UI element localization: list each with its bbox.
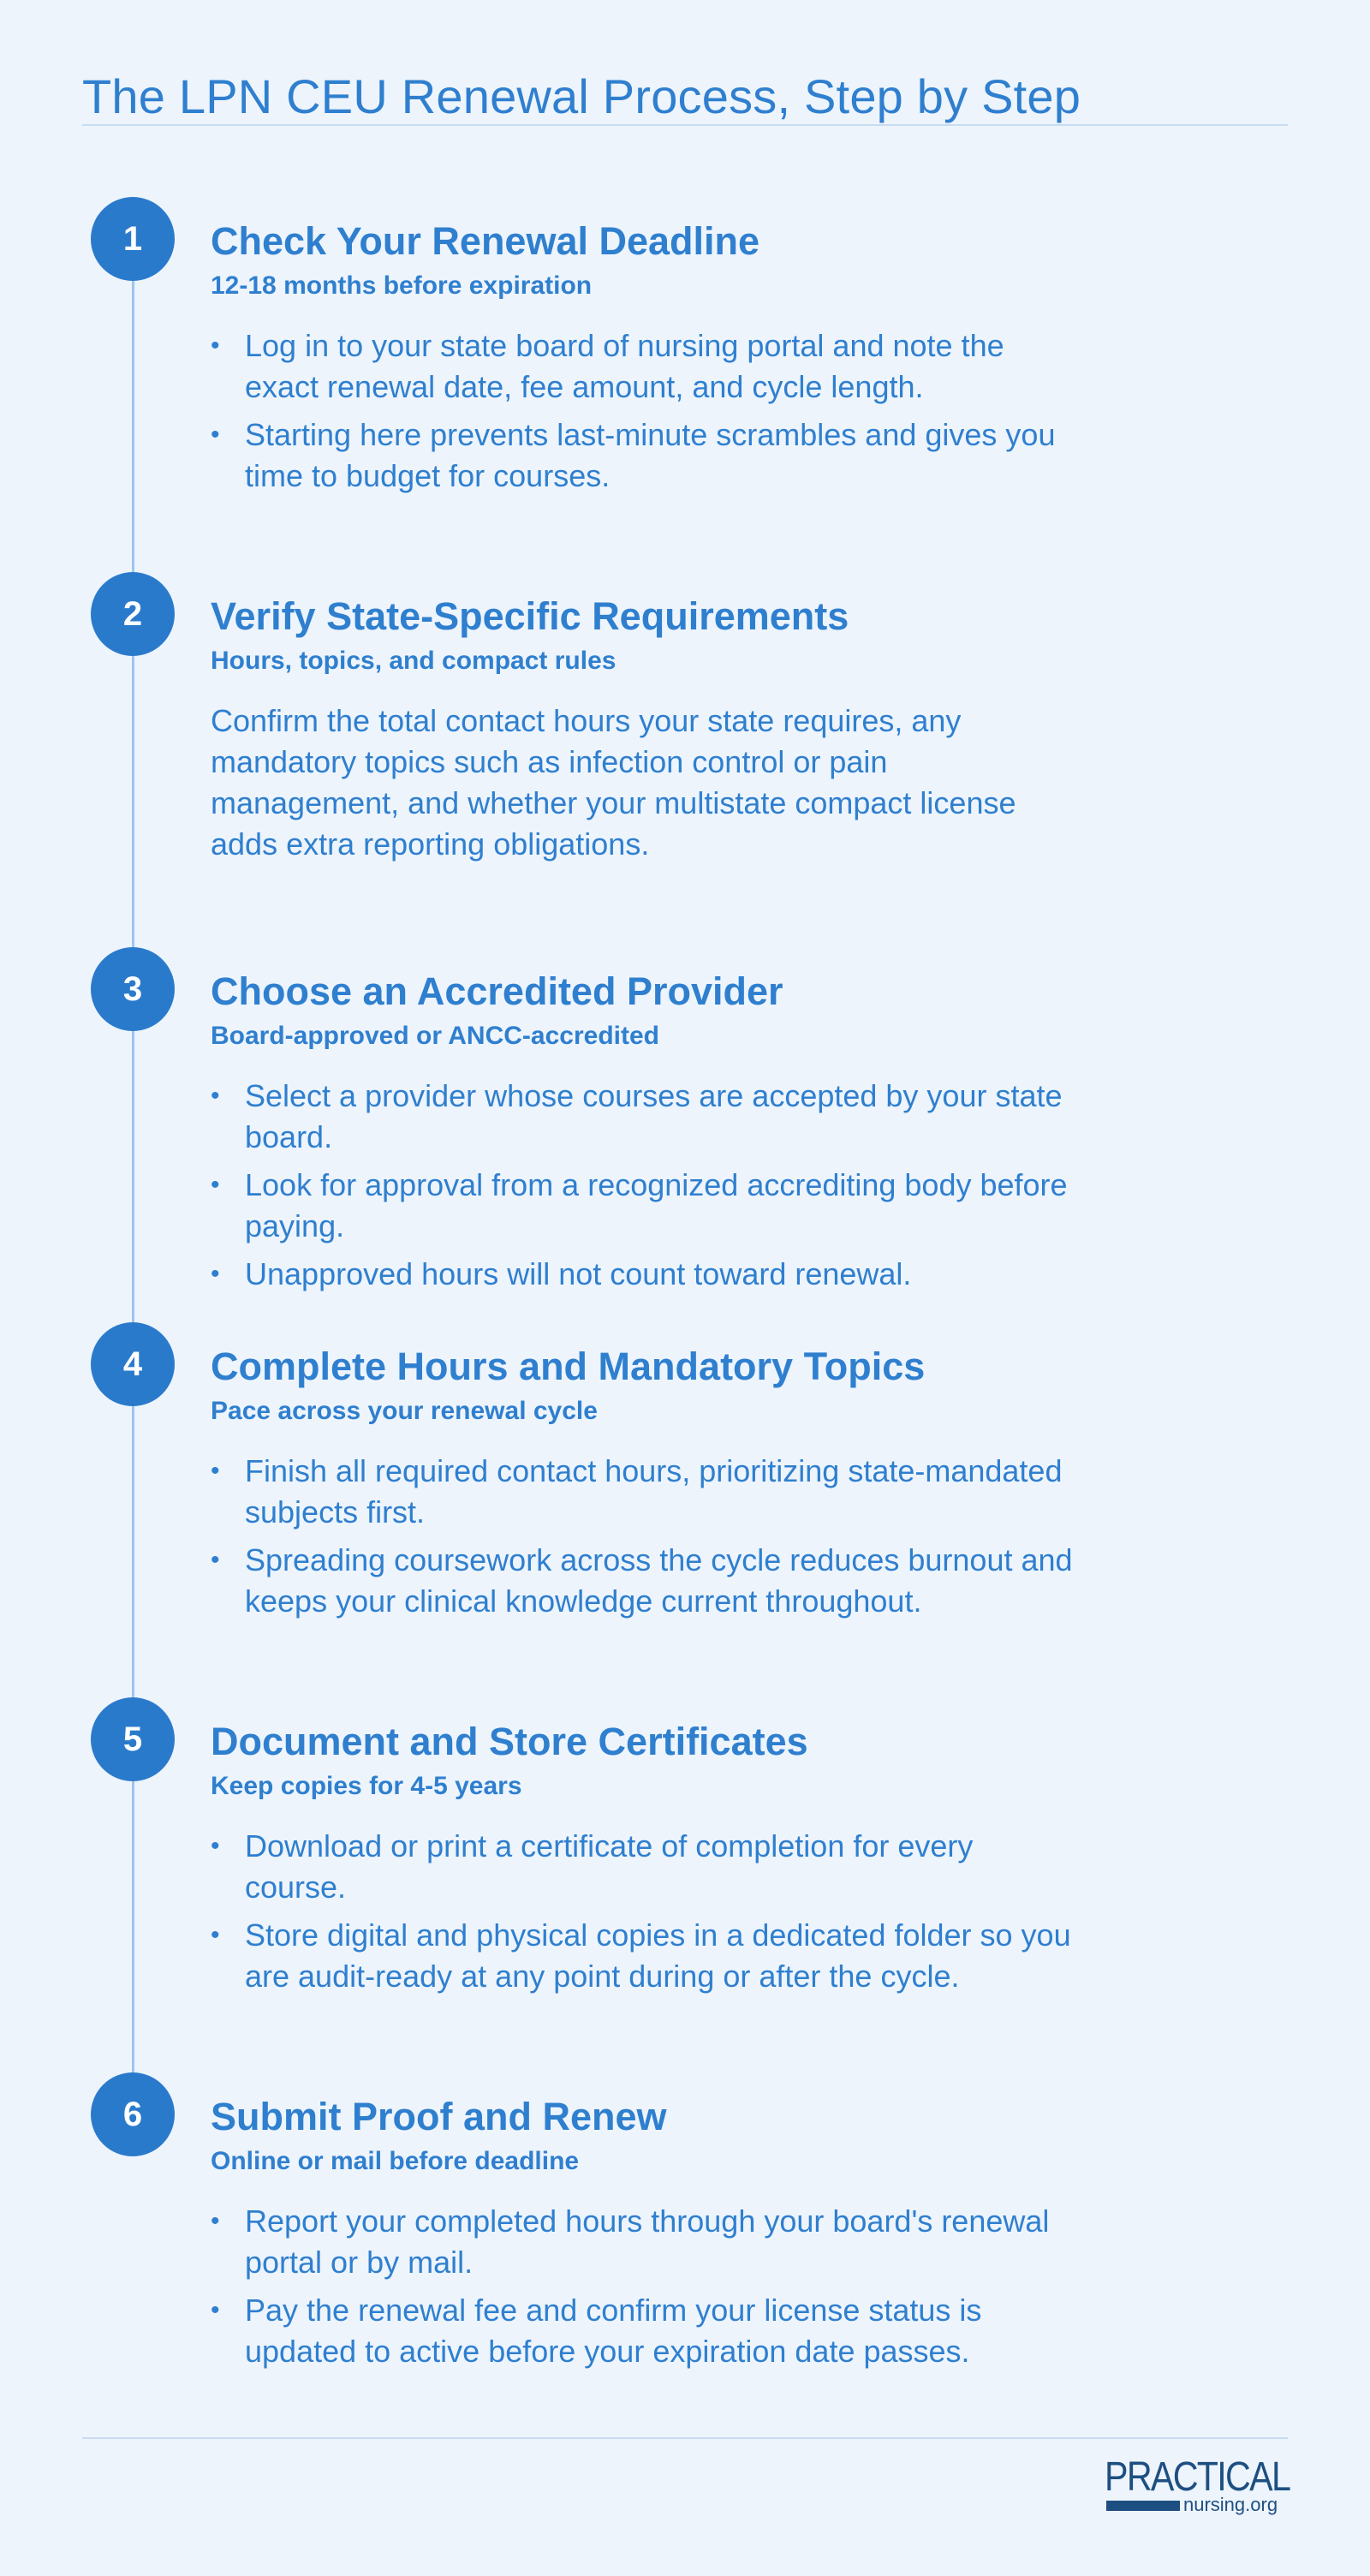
bullet-icon: •	[211, 1921, 220, 1949]
list-item	[211, 1254, 1075, 1295]
step-title: Submit Proof and Renew	[211, 2095, 667, 2138]
bullet-text: Store digital and physical copies in a dedicated folder so you are audit-ready at any point during or after the cycle.	[245, 1917, 1071, 1994]
bullet-icon: •	[211, 1832, 220, 1860]
bullet-icon: •	[211, 331, 220, 360]
bullet-text: Spreading coursework across the cycle reduces burnout and keeps your clinical knowledge current throughout.	[245, 1542, 1073, 1619]
list-item	[211, 1540, 1075, 1622]
step-bullet-list	[211, 325, 1075, 497]
step-title: Choose an Accredited Provider	[211, 969, 783, 1013]
bullet-icon: •	[211, 1171, 220, 1199]
list-item	[211, 2290, 1075, 2372]
bullet-text: Download or print a certificate of completion for every course.	[245, 1828, 974, 1905]
bullet-text: Look for approval from a recognized accrediting body before paying.	[245, 1167, 1068, 1243]
list-item	[211, 1826, 1075, 1908]
page-title: The LPN CEU Renewal Process, Step by Step	[82, 69, 1081, 123]
list-item	[211, 1165, 1075, 1247]
step-number-badge: 2	[91, 572, 175, 656]
step-title: Document and Store Certificates	[211, 1720, 808, 1763]
step-number-badge: 1	[91, 197, 175, 281]
step-content	[211, 219, 1075, 504]
step-subtitle: Keep copies for 4-5 years	[211, 1772, 522, 1800]
list-item	[211, 1451, 1075, 1533]
bullet-text: Report your completed hours through your board's renewal portal or by mail.	[245, 2203, 1050, 2280]
practical-nursing-logo	[1105, 2456, 1290, 2519]
step-bullet-list	[211, 2201, 1075, 2372]
bullet-text: Unapproved hours will not count toward renewal.	[245, 1256, 912, 1291]
step-title: Verify State-Specific Requirements	[211, 594, 849, 638]
step-content	[211, 1345, 1075, 1629]
step-title: Complete Hours and Mandatory Topics	[211, 1345, 926, 1388]
step-subtitle: Online or mail before deadline	[211, 2147, 580, 2175]
logo-domain: nursing.org	[1183, 2494, 1278, 2515]
step-number-badge: 3	[91, 947, 175, 1031]
bullet-icon: •	[211, 1082, 220, 1110]
bullet-text: Starting here prevents last-minute scrambles and gives you time to budget for courses.	[245, 417, 1056, 493]
list-item	[211, 2201, 1075, 2283]
list-item	[211, 1915, 1075, 1997]
logo-bar	[1106, 2501, 1180, 2511]
bullet-text: Log in to your state board of nursing portal and note the exact renewal date, fee amount, and cycle length.	[245, 328, 1004, 404]
step-bullet-list	[211, 1451, 1075, 1622]
timeline-line	[132, 197, 134, 2115]
step-content	[211, 594, 1075, 865]
header-divider	[82, 124, 1288, 126]
step-subtitle: 12-18 months before expiration	[211, 271, 593, 300]
bullet-icon: •	[211, 2296, 220, 2324]
bullet-text: Finish all required contact hours, prioritizing state-mandated subjects first.	[245, 1453, 1063, 1530]
step-number-badge: 5	[91, 1697, 175, 1781]
bullet-icon: •	[211, 1457, 220, 1485]
step-bullet-list	[211, 1076, 1075, 1295]
logo-wordmark: PRACTICAL	[1105, 2454, 1290, 2500]
bullet-icon: •	[211, 420, 220, 449]
step-content	[211, 969, 1075, 1302]
bullet-icon: •	[211, 2207, 220, 2235]
step-content	[211, 2095, 1075, 2379]
bullet-icon: •	[211, 1546, 220, 1574]
step-number-badge: 6	[91, 2072, 175, 2156]
step-subtitle: Board-approved or ANCC-accredited	[211, 1022, 659, 1050]
bullet-text: Select a provider whose courses are accepted by your state board.	[245, 1078, 1063, 1154]
list-item	[211, 414, 1075, 497]
step-title: Check Your Renewal Deadline	[211, 219, 760, 263]
bullet-icon: •	[211, 1260, 220, 1288]
step-subtitle: Hours, topics, and compact rules	[211, 647, 616, 675]
list-item	[211, 1076, 1075, 1158]
step-subtitle: Pace across your renewal cycle	[211, 1397, 598, 1425]
step-content	[211, 1720, 1075, 2004]
bullet-text: Pay the renewal fee and confirm your license status is updated to active before your expiration date passes.	[245, 2293, 982, 2369]
step-bullet-list	[211, 1826, 1075, 1997]
step-number-badge: 4	[91, 1322, 175, 1406]
step-description: Confirm the total contact hours your state requires, any mandatory topics such as infection control or pain management, and whether your multistate compact license adds extra reporting obligations.	[211, 703, 1016, 862]
footer-divider	[82, 2437, 1288, 2439]
list-item	[211, 325, 1075, 408]
